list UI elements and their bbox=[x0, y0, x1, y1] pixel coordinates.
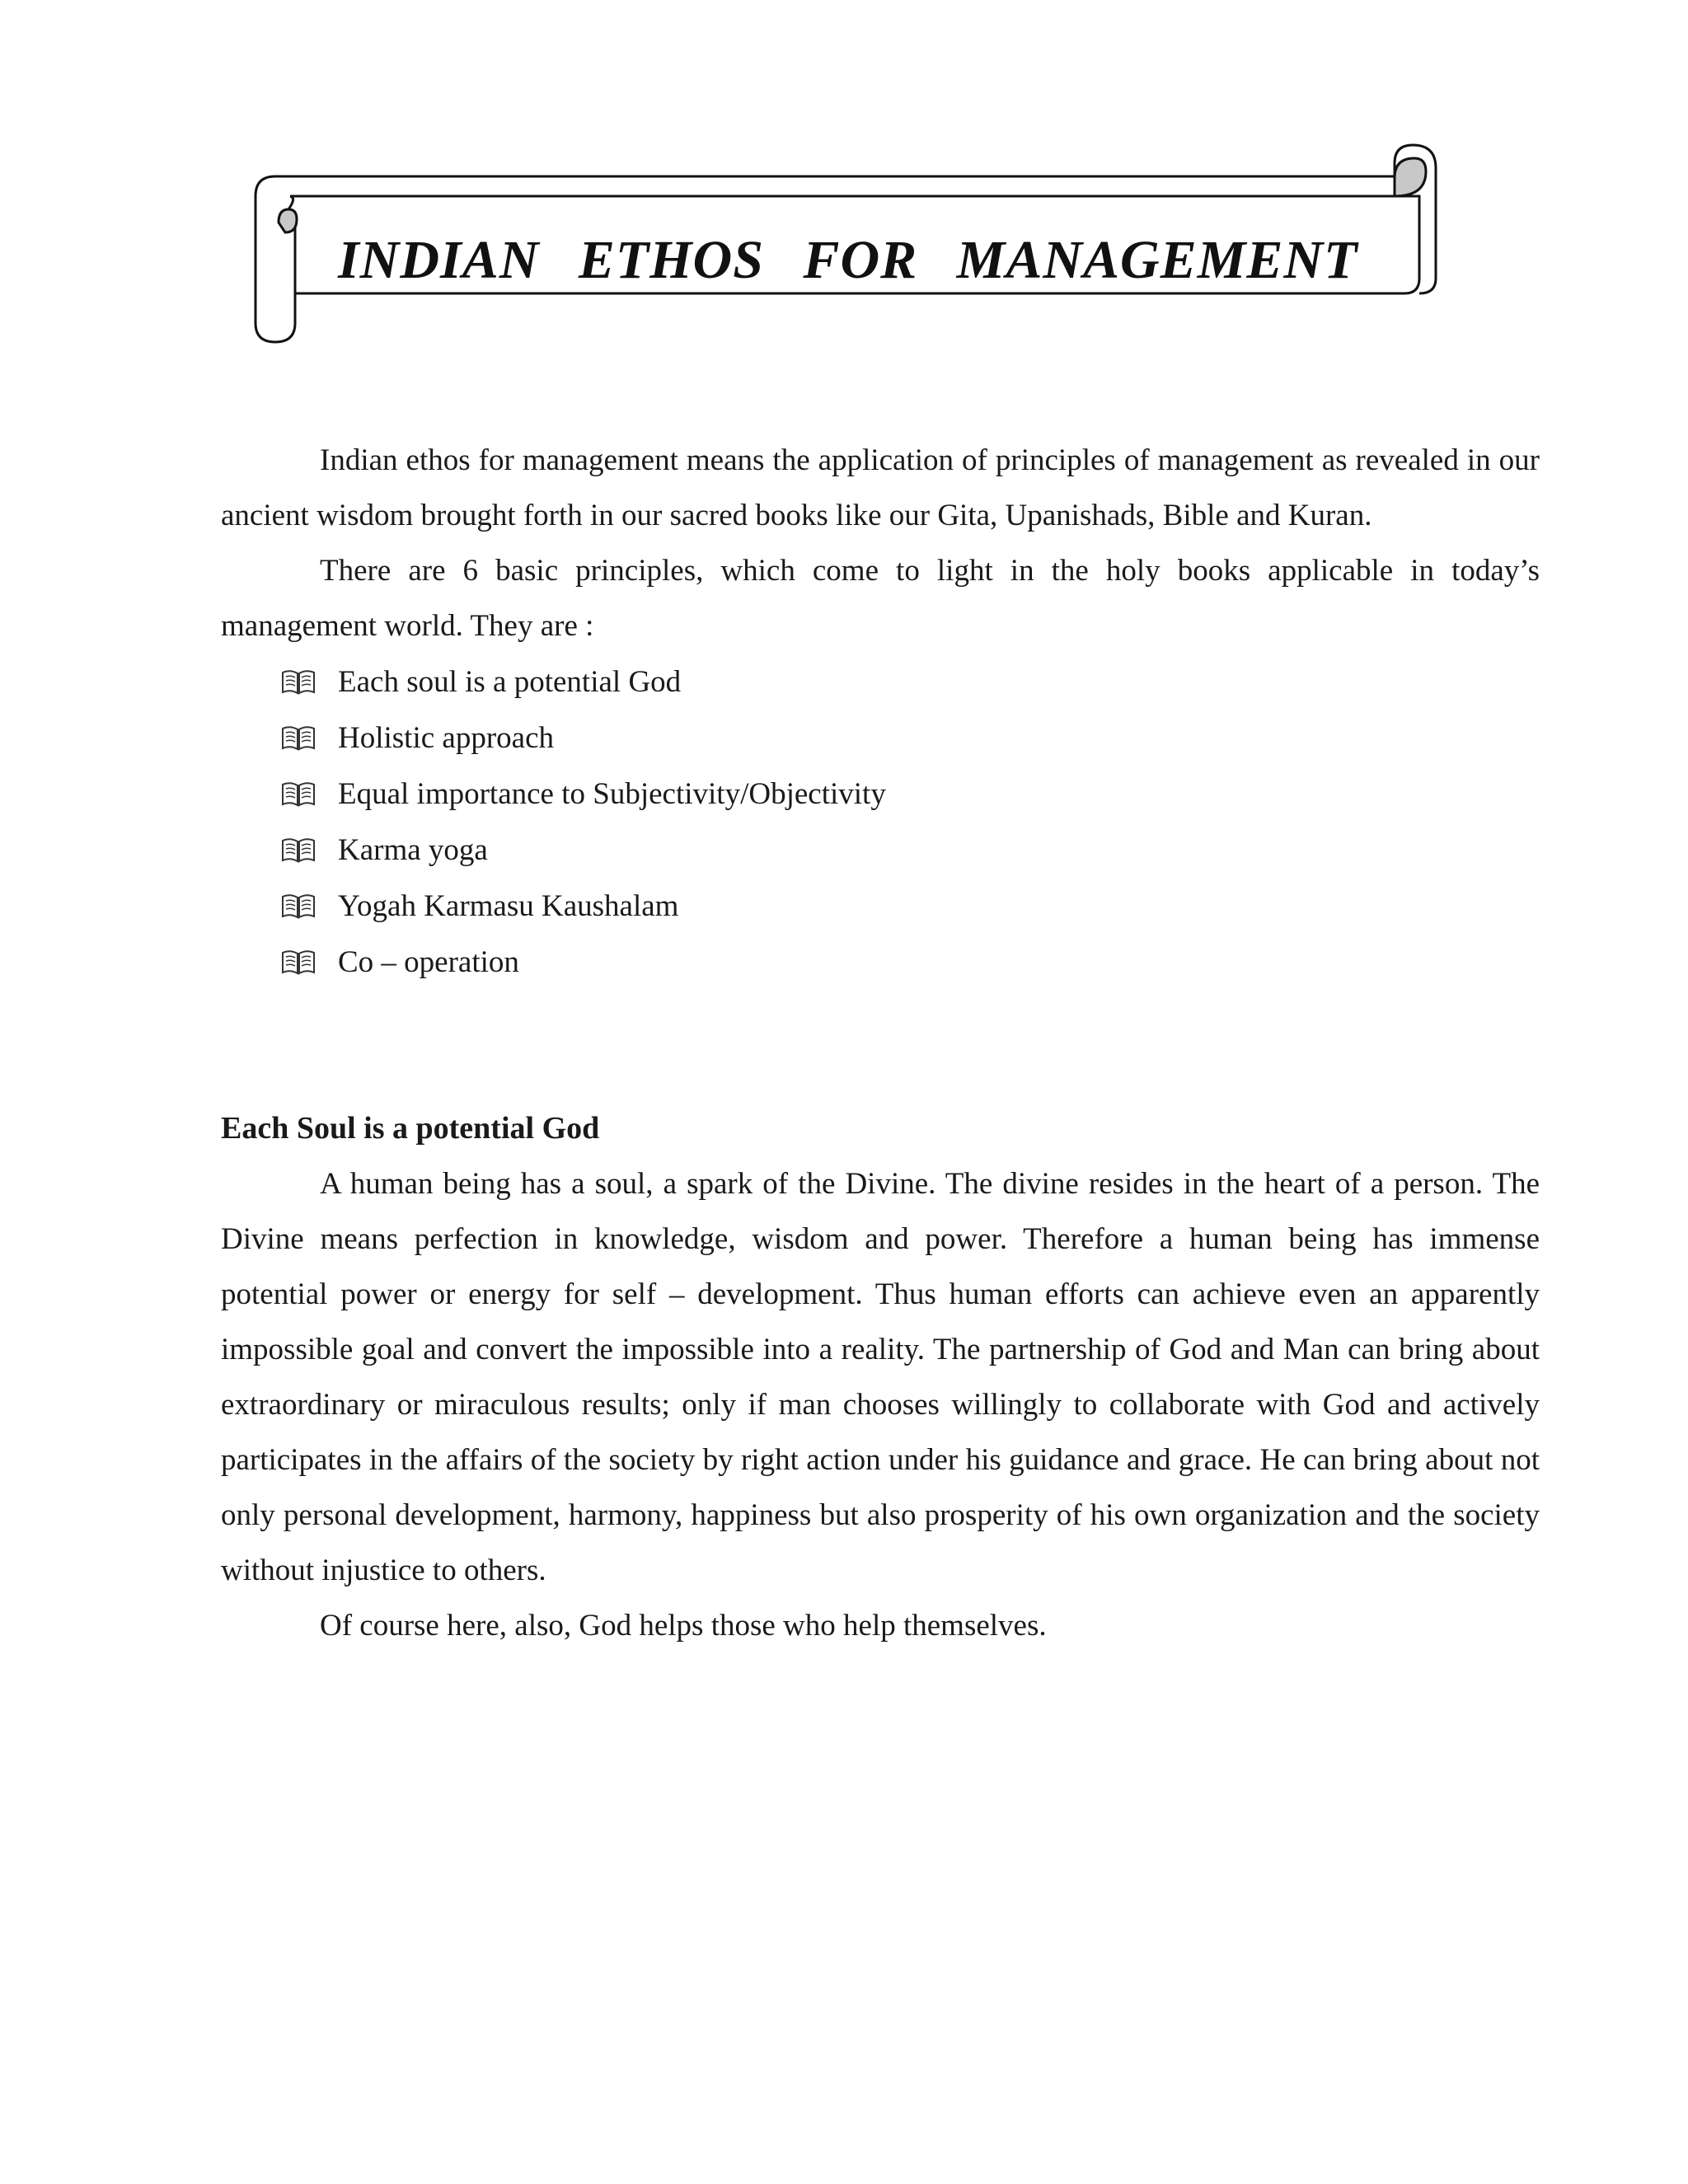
title-scroll-banner bbox=[239, 140, 1455, 354]
principle-text: Equal importance to Subjectivity/Objectivity bbox=[338, 776, 886, 811]
principle-text: Yogah Karmasu Kaushalam bbox=[338, 888, 679, 923]
list-item bbox=[280, 654, 1540, 710]
list-item bbox=[280, 878, 1540, 934]
principles-list bbox=[221, 654, 1540, 990]
list-item bbox=[280, 766, 1540, 822]
list-item bbox=[280, 822, 1540, 878]
open-book-icon bbox=[280, 668, 316, 696]
section-paragraph-2: Of course here, also, God helps those who help themselves. bbox=[320, 1609, 1047, 1643]
principle-text: Co – operation bbox=[338, 944, 519, 979]
list-item bbox=[280, 934, 1540, 990]
principle-text: Each soul is a potential God bbox=[338, 664, 682, 699]
page-title: INDIAN ETHOS FOR MANAGEMENT bbox=[338, 230, 1358, 290]
principle-text: Holistic approach bbox=[338, 720, 554, 755]
intro-paragraph-1: Indian ethos for management means the application of principles of management as revealed in our ancient wisdom brought forth in our sacred books like our Gita, Upanishads, Bible and Kuran. bbox=[221, 443, 1540, 532]
principle-text: Karma yoga bbox=[338, 832, 488, 867]
open-book-icon bbox=[280, 724, 316, 752]
open-book-icon bbox=[280, 948, 316, 976]
document-body bbox=[221, 433, 1540, 1653]
open-book-icon bbox=[280, 892, 316, 920]
list-item bbox=[280, 710, 1540, 766]
open-book-icon bbox=[280, 780, 316, 808]
intro-paragraph-2: There are 6 basic principles, which come to light in the holy books applicable in today’s management world. They are : bbox=[221, 554, 1540, 643]
section-paragraph-1: A human being has a soul, a spark of the Divine. The divine resides in the heart of a person. The Divine means perfection in knowledge, wisdom and power. Therefore a human being has immense potential power or energy for self – development. Thus human efforts can achieve even an apparently impossible goal and convert the impossible into a reality. The partnership of God and Man can bring about extraordinary or miraculous results; only if man chooses willingly to collaborate with God and actively participates in the affairs of the society by right action under his guidance and grace. He can bring about not only personal development, harmony, happiness but also prosperity of his own organization and the society without injustice to others. bbox=[221, 1167, 1540, 1587]
open-book-icon bbox=[280, 836, 316, 864]
section-heading: Each Soul is a potential God bbox=[221, 1111, 600, 1146]
